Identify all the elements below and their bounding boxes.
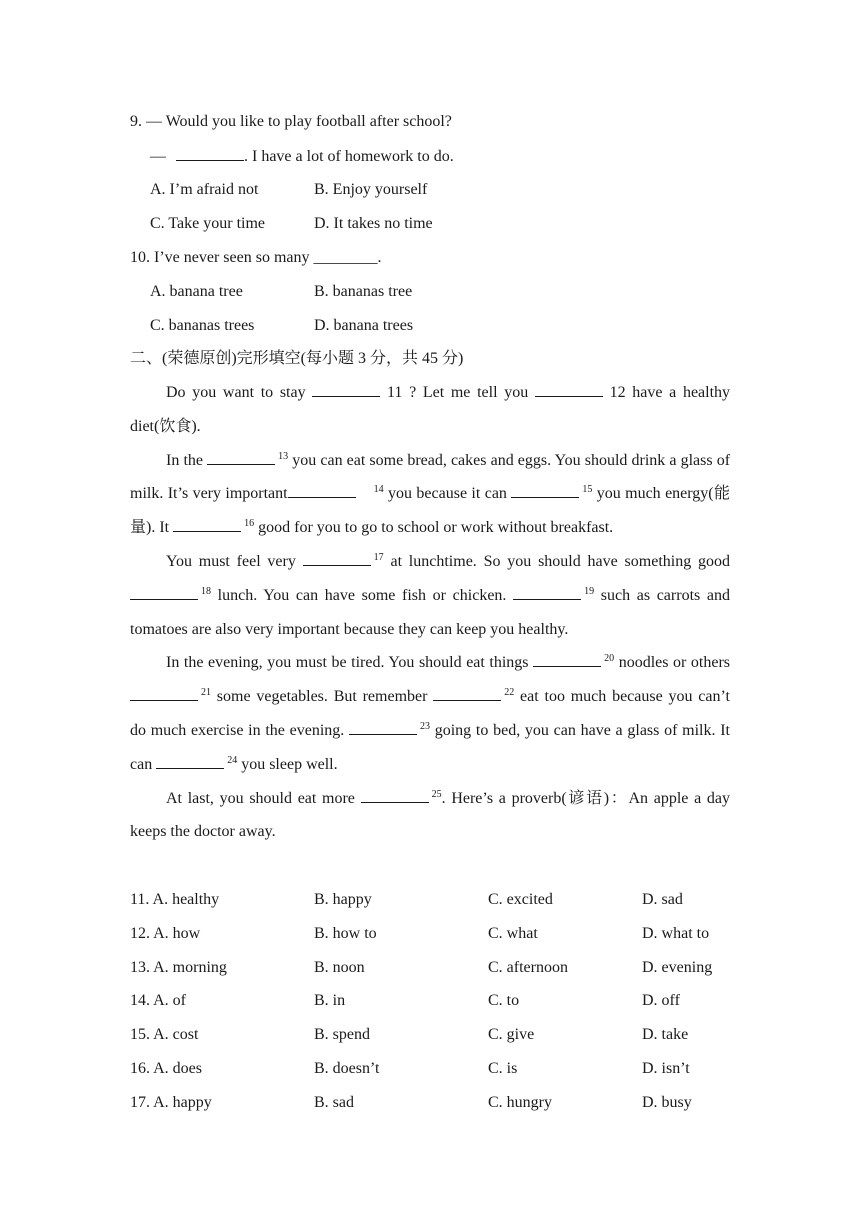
blank-19 (513, 585, 581, 600)
blank-25 (361, 788, 429, 803)
choice-14-b: B. in (314, 992, 346, 1009)
section-2-title: 二、(荣德原创)完形填空(每小题 3 分，共 45 分) (130, 350, 464, 367)
blank-18 (130, 585, 198, 600)
choice-11-a: 11. A. healthy (130, 891, 220, 908)
choice-11-b: B. happy (314, 891, 372, 908)
q10-option-a: A. banana tree (150, 283, 243, 300)
choice-11-c: C. excited (488, 891, 553, 908)
question-9-reply (150, 146, 454, 167)
q10-option-b: B. bananas tree (314, 283, 413, 300)
passage-paragraph-5: At last, you should eat more $^{25}$. Here’s a proverb(谚语)：An apple a day keeps the doctor away. (130, 788, 730, 841)
choice-17-a: 17. A. happy (130, 1094, 212, 1111)
choice-12-b: B. how to (314, 925, 377, 942)
q9-option-d: D. It takes no time (314, 215, 433, 232)
passage-paragraph-3: You must feel very $^{17}$ at lunchtime. So you should have something good $^{18}$ lunch. You can have some fish or chicken. $^{19}$ such as carrots and tomatoes are also very important because they can keep you healthy. (130, 551, 731, 638)
choice-13-b: B. noon (314, 959, 365, 976)
choice-16-c: C. is (488, 1060, 518, 1077)
answer-blank (176, 146, 244, 161)
choice-14-c: C. to (488, 992, 520, 1009)
blank-12 (535, 382, 603, 397)
blank-23 (349, 720, 417, 735)
choice-16-b: B. doesn’t (314, 1060, 380, 1077)
passage-paragraph-4: In the evening, you must be tired. You should eat things $^{20}$ noodles or others $^{21}$ some vegetables. But remember $^{22}$ eat too much because you can’t do much exercise in the evening. $^{23}$ going to bed, you can have a glass of milk. It can $^{24}$ you sleep well. (130, 653, 731, 773)
blank-13 (207, 450, 275, 465)
choice-17-b: B. sad (314, 1094, 354, 1111)
q9-option-a: A. I’m afraid not (150, 181, 259, 198)
question-10-stem: 10. I’ve never seen so many ________. (130, 249, 382, 266)
choice-14-d: D. off (642, 992, 680, 1009)
passage-paragraph-1: Do you want to stay 11 ? Let me tell you 12 have a healthy diet(饮食). (130, 384, 731, 435)
question-9-stem: 9. — Would you like to play football after school? (130, 113, 452, 130)
choice-17-c: C. hungry (488, 1094, 552, 1111)
blank-22 (433, 686, 501, 701)
choice-14-a: 14. A. of (130, 992, 186, 1009)
choice-13-d: D. evening (642, 959, 713, 976)
choice-12-c: C. what (488, 925, 538, 942)
blank-15 (511, 483, 579, 498)
reply-text: . I have a lot of homework to do. (244, 148, 454, 165)
q9-option-c: C. Take your time (150, 215, 266, 232)
choice-12-d: D. what to (642, 925, 710, 942)
choice-15-a: 15. A. cost (130, 1026, 199, 1043)
q9-option-b: B. Enjoy yourself (314, 181, 428, 198)
blank-20 (533, 652, 601, 667)
choice-16-d: D. isn’t (642, 1060, 690, 1077)
reply-dash: — (150, 148, 166, 165)
cloze-passage (130, 376, 730, 849)
choice-15-b: B. spend (314, 1026, 370, 1043)
choice-13-c: C. afternoon (488, 959, 568, 976)
q10-option-d: D. banana trees (314, 317, 414, 334)
blank-21 (130, 686, 198, 701)
blank-24 (156, 754, 224, 769)
choice-13-a: 13. A. morning (130, 959, 227, 976)
choice-15-d: D. take (642, 1026, 689, 1043)
choice-11-d: D. sad (642, 891, 683, 908)
blank-11 (312, 382, 380, 397)
choice-17-d: D. busy (642, 1094, 692, 1111)
blank-17 (303, 551, 371, 566)
q10-option-c: C. bananas trees (150, 317, 255, 334)
choice-12-a: 12. A. how (130, 925, 201, 942)
passage-paragraph-2: In the $^{13}$ you can eat some bread, cakes and eggs. You should drink a glass of milk. It’s very important $^{14}$ you because it can $^{15}$ you much energy(能量). It $^{16}$ good for you to go to school or work without breakfast. (130, 450, 731, 537)
blank-14 (288, 483, 356, 498)
choice-15-c: C. give (488, 1026, 535, 1043)
choice-16-a: 16. A. does (130, 1060, 202, 1077)
blank-16 (173, 517, 241, 532)
